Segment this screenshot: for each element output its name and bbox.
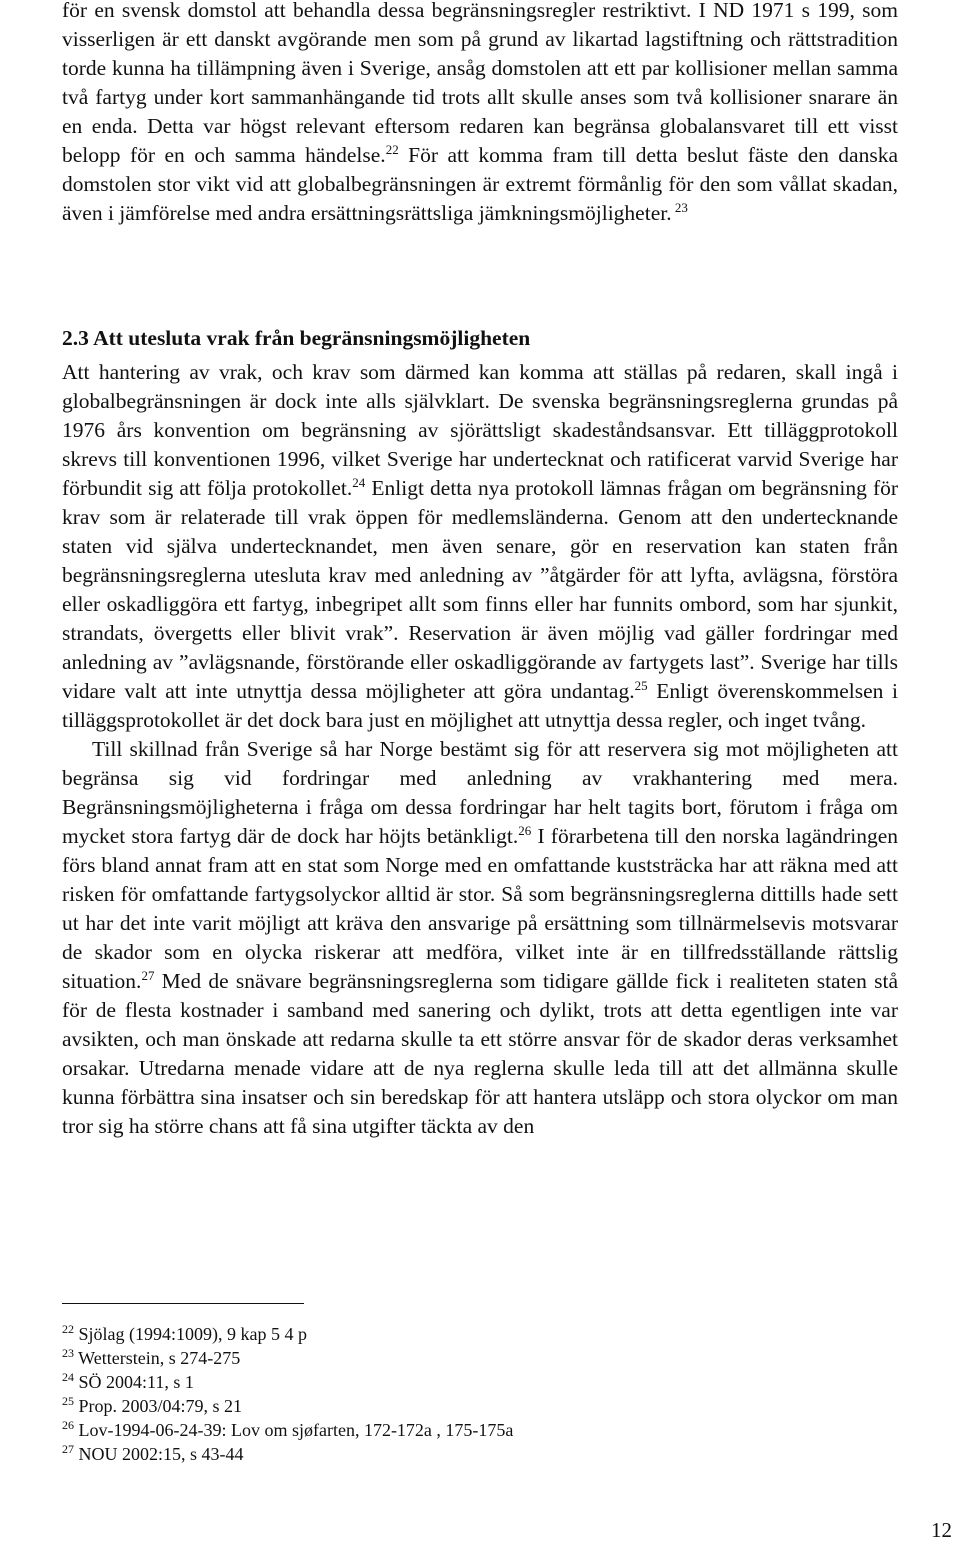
footnote: [62, 1370, 898, 1394]
footnote-number: 26: [62, 1418, 74, 1432]
paragraph-3-text-b: I förarbetena till den norska lagändringen förs bland annat fram att en stat som Norge med en omfattande kuststräcka har att räkna med att risken för omfattande fartygsolyckor alltid är stor. Så som begränsningsreglerna dittills hade sett ut har det inte varit möjligt att kräva den ansvarige på ersättning som tillnärmelsevis motsvarar de skador som en olycka riskerar att medföra, vilket inte är en tillfredsställande rättslig situation.: [62, 824, 898, 993]
footnote: [62, 1346, 898, 1370]
footnote: [62, 1442, 898, 1466]
footnote-ref-27[interactable]: 27: [141, 967, 155, 983]
footnote: [62, 1394, 898, 1418]
footnote-number: 27: [62, 1442, 74, 1456]
footnote: [62, 1322, 898, 1346]
footnote-number: 22: [62, 1322, 74, 1336]
paragraph-3-text-a: Till skillnad från Sverige så har Norge bestämt sig för att reservera sig mot möjligheten att begränsa sig vid fordringar med anledning av vrakhantering med mera. Begränsningsmöjligheterna i fråga om dessa fordringar har helt tagits bort, förutom i fråga om mycket stora fartyg där de dock har höjts betänkligt.: [62, 737, 898, 848]
footnote-text: Prop. 2003/04:79, s 21: [74, 1396, 243, 1416]
footnote-text: Wetterstein, s 274-275: [74, 1348, 241, 1368]
section-heading: 2.3 Att utesluta vrak från begränsningsmöjligheten: [62, 326, 531, 350]
paragraph-2-text-b: Enligt detta nya protokoll lämnas frågan om begränsning för krav som är relaterade till vrak öppen för medlemsländerna. Genom att den undertecknande staten vid själva undertecknandet, men även senare, gör en reservation kan staten från begränsningsreglerna utesluta krav med anledning av ”åtgärder för att lyfta, avlägsna, förstöra eller oskadliggöra ett fartyg, inbegripet allt som finns eller har funnits ombord, som har sjunkit, strandats, övergetts eller blivit vrak”. Reservation är även möjlig vad gäller fordringar med anledning av ”avlägsnande, förstörande eller oskadliggörande av fartygets last”. Sverige har tills vidare valt att inte utnyttja dessa möjligheter att göra undantag.: [62, 476, 899, 703]
footnote-separator: [62, 1303, 304, 1304]
paragraph-1: [62, 0, 898, 228]
paragraph-block: [62, 358, 898, 1141]
footnote-ref-23[interactable]: 23: [671, 199, 688, 215]
footnote-text: NOU 2002:15, s 43-44: [74, 1444, 244, 1464]
footnote-ref-24[interactable]: 24: [352, 474, 366, 490]
paragraph-3: [62, 735, 898, 1141]
footnote-ref-22[interactable]: 22: [385, 141, 399, 157]
footnotes: [62, 1322, 898, 1466]
footnote-ref-25[interactable]: 25: [634, 677, 648, 693]
footnote-text: SÖ 2004:11, s 1: [74, 1372, 194, 1392]
paragraph-1-text-a: för en svensk domstol att behandla dessa begränsningsregler restriktivt. I ND 1971 s 199, som visserligen är ett danskt avgörande men som på grund av likartad lagstiftning och rättstradition torde kunna ha tillämpning även i Sverige, ansåg domstolen att ett par kollisioner mellan samma två fartyg under kort sammanhängande tid trots allt skulle anses som två kollisioner snarare än en enda. Detta var högst relevant eftersom redaren kan begränsa globalansvaret till ett visst belopp för en och samma händelse.: [62, 0, 898, 167]
footnote: [62, 1418, 898, 1442]
page-number: 12: [931, 1518, 952, 1542]
footnote-number: 24: [62, 1370, 74, 1384]
paragraph-2: [62, 358, 898, 735]
footnote-number: 23: [62, 1346, 74, 1360]
paragraph-2-text-a: Att hantering av vrak, och krav som därmed kan komma att ställas på redaren, skall ingå i globalbegränsningen är dock inte alls självklart. De svenska begränsningsreglerna grundas på 1976 års konvention om begränsning av sjörättsligt skadeståndsansvar. Ett tilläggprotokoll skrevs till konventionen 1996, vilket Sverige har undertecknat och ratificerat varvid Sverige har förbundit sig att följa protokollet.: [62, 360, 898, 500]
footnote-text: Lov-1994-06-24-39: Lov om sjøfarten, 172-172a , 175-175a: [74, 1420, 514, 1440]
footnote-ref-26[interactable]: 26: [518, 822, 532, 838]
paragraph-3-text-c: Med de snävare begränsningsreglerna som tidigare gällde fick i realiteten staten stå för de flesta kostnader i samband med sanering och dylikt, trots att detta egentligen inte var avsikten, och man önskade att redarna skulle ta ett större ansvar för de skador deras verksamhet orsakar. Utredarna menade vidare att de nya reglerna skulle leda till att det allmänna skulle kunna förbättra sina insatser och sin beredskap för att hantera utsläpp och stora olyckor om man tror sig ha större chans att få sina utgifter täckta av den: [62, 969, 898, 1138]
footnote-number: 25: [62, 1394, 74, 1408]
paragraph-1-text-b: För att komma fram till detta beslut fäste den danska domstolen stor vikt vid att globalbegränsningen är extremt förmånlig för den som vållat skadan, även i jämförelse med andra ersättningsrättsliga jämkningsmöjligheter.: [62, 143, 899, 225]
footnote-text: Sjölag (1994:1009), 9 kap 5 4 p: [74, 1324, 307, 1344]
paragraph-2-text-c: Enligt överenskommelsen i tilläggsprotokollet är det dock bara just en möjlighet att utnyttja dessa regler, och inget tvång.: [62, 679, 898, 732]
